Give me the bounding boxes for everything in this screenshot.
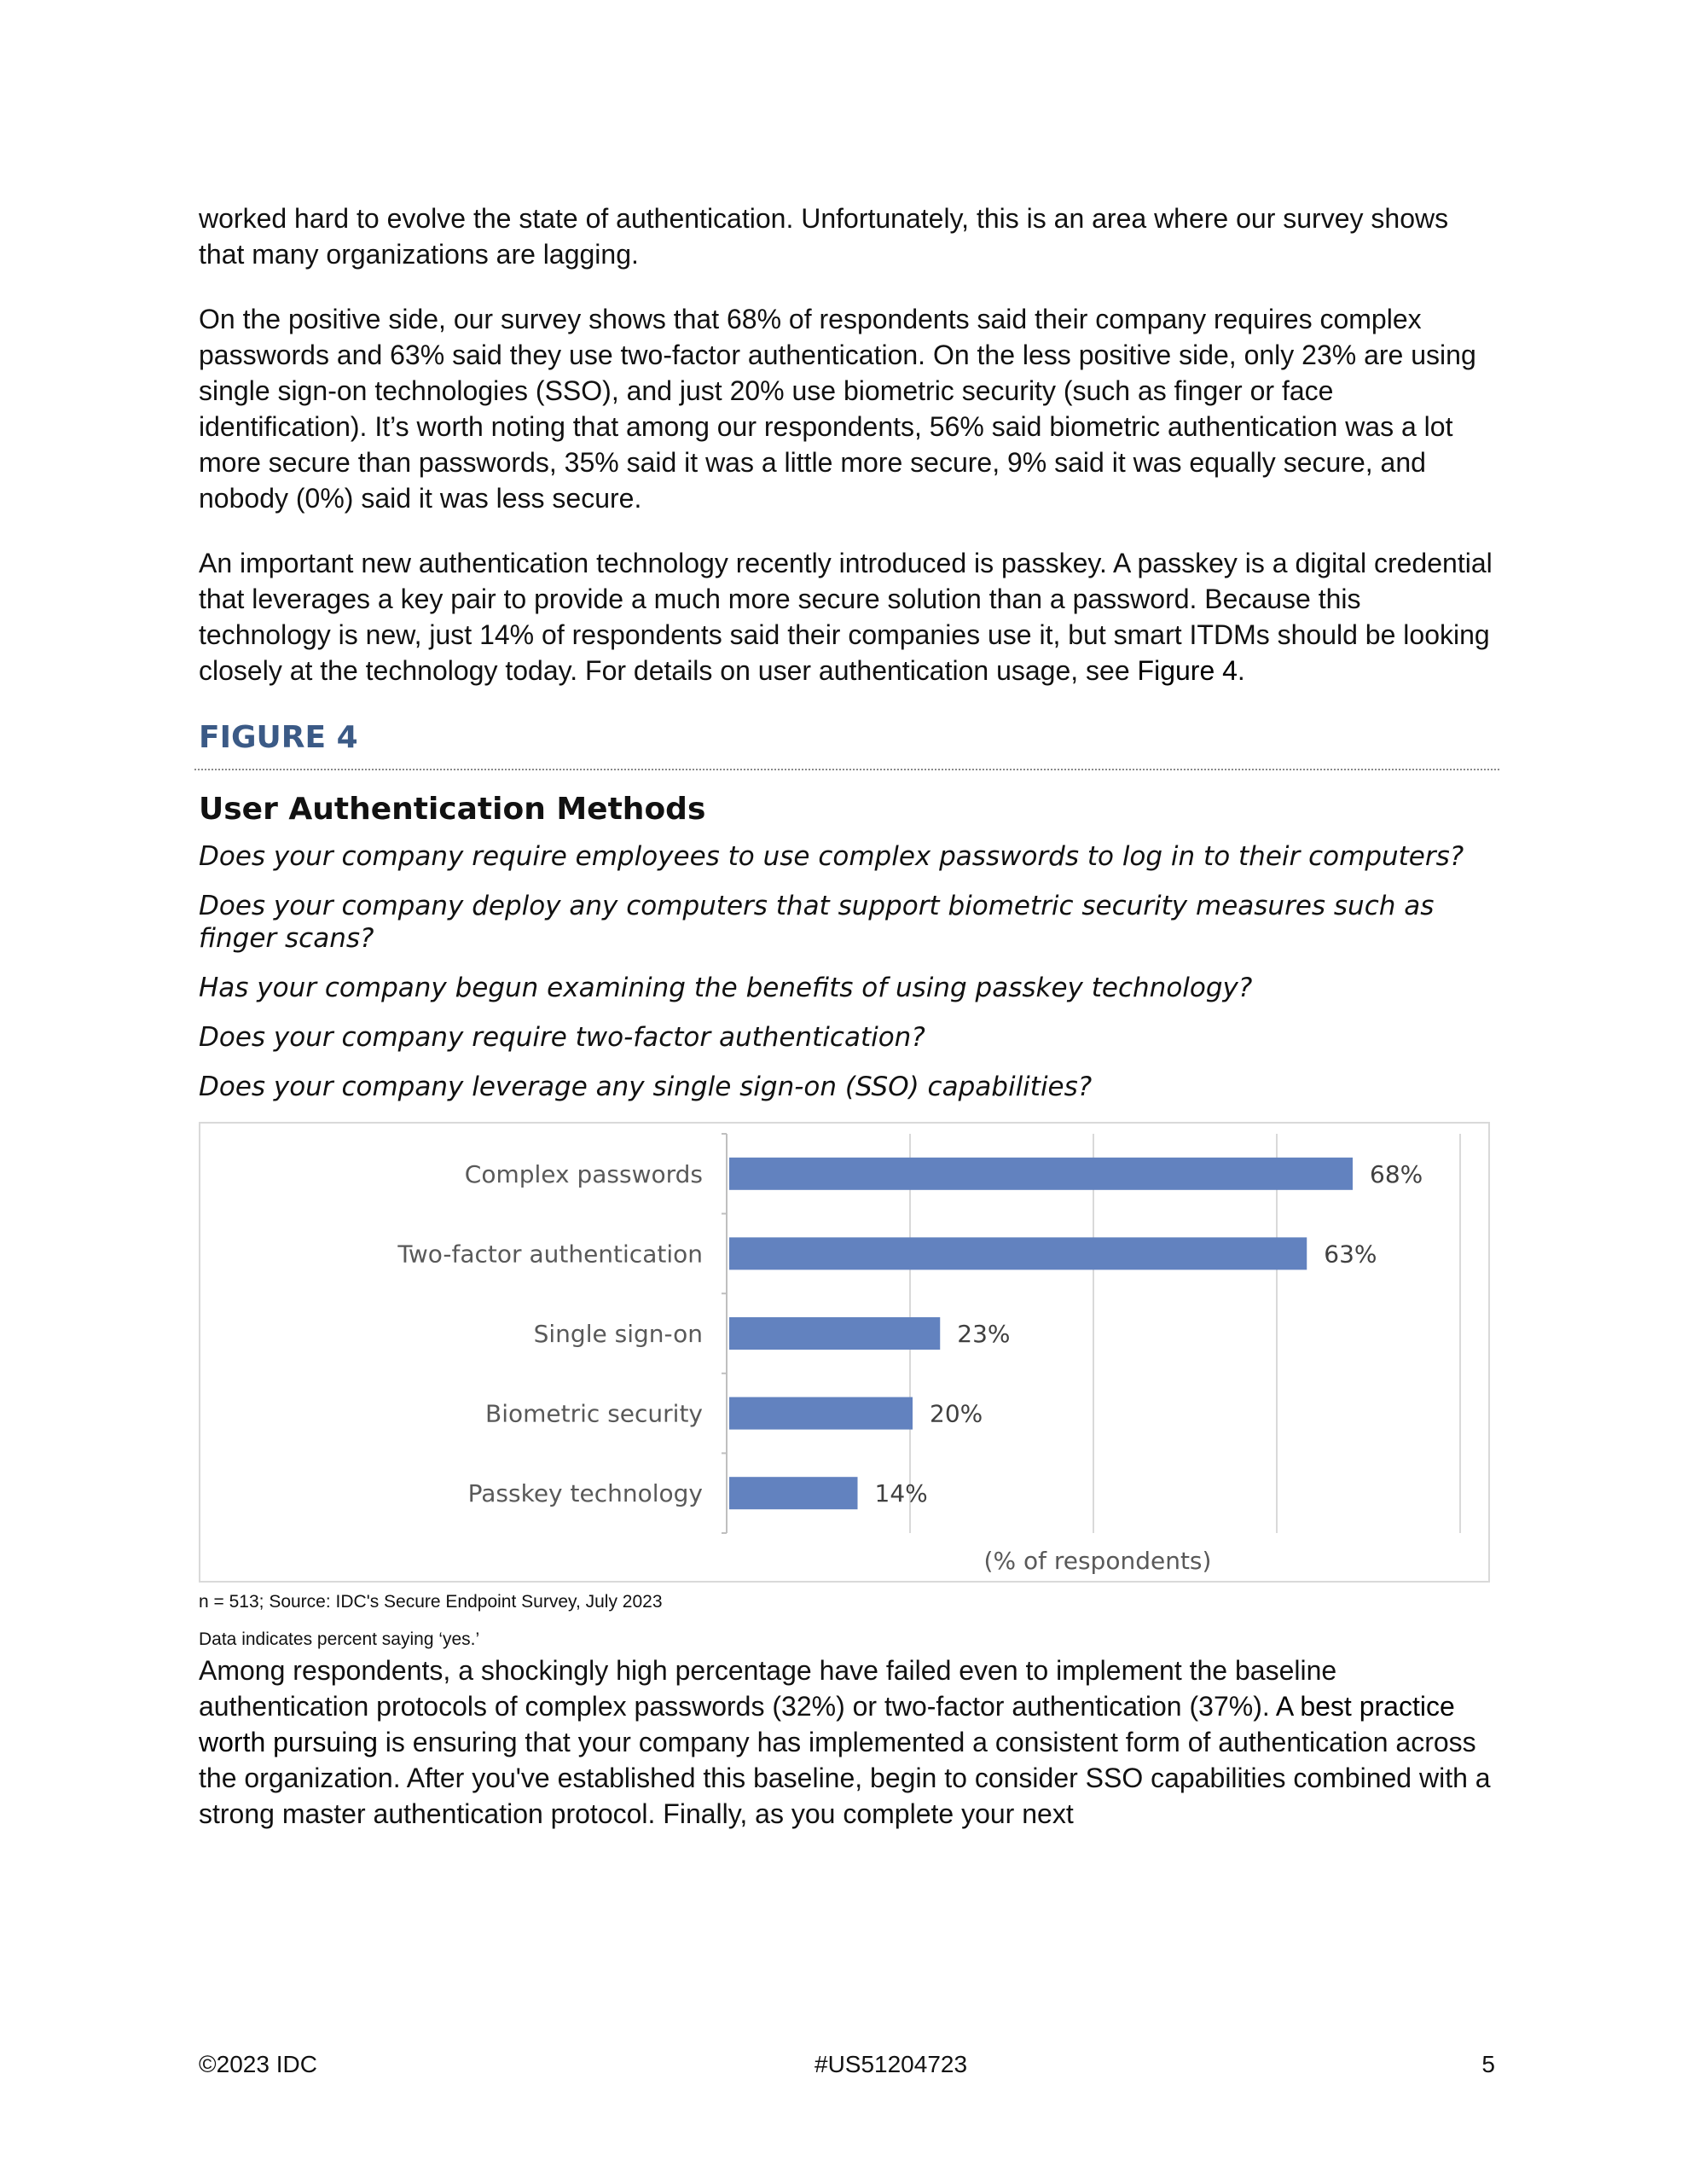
survey-question: Does your company require two-factor authentication?: [199, 1022, 925, 1053]
paragraph-3-text: An important new authentication technology recently introduced is passkey. A passkey is a digital credential that leverages a key pair to provide a much more secure solution than a password. Because this technology is new, just 14% of respondents said their companies use it, but smart ITDMs should be looking closely at the technology today. For details on user authentication usage, see: [199, 548, 1493, 686]
footer-page-number: 5: [1481, 2051, 1495, 2077]
document-page: [199, 200, 1495, 1861]
x-axis-title: (% of respondents): [983, 1547, 1212, 1575]
category-label: Two-factor authentication: [397, 1240, 703, 1269]
figure-source: n = 513; Source: IDC's Secure Endpoint Survey, July 2023: [199, 1592, 663, 1612]
survey-question: Does your company deploy any computers that support biometric security measures such as finger scans?: [199, 891, 1435, 954]
best-practice-link[interactable]: A best practice worth pursuing: [199, 1691, 1455, 1757]
category-label: Biometric security: [485, 1399, 703, 1428]
bar: [729, 1158, 1353, 1190]
paragraph-4-end: is ensuring that your company has implemented a consistent form of authentication across the organization. After you've established this baseline, begin to consider SSO capabilities combined with a strong master authentication protocol. Finally, as you complete your next: [199, 1727, 1491, 1829]
survey-question: Does your company leverage any single sign-on (SSO) capabilities?: [199, 1072, 1093, 1102]
footer-copyright: ©2023 IDC: [199, 2051, 317, 2077]
figure-label: FIGURE 4: [199, 720, 358, 755]
category-label: Complex passwords: [464, 1159, 703, 1188]
value-label: 63%: [1324, 1240, 1377, 1269]
bar: [729, 1237, 1307, 1269]
category-label: Single sign-on: [533, 1320, 703, 1348]
paragraph-2: On the positive side, our survey shows that 68% of respondents said their company requires complex passwords and 63% said they use two-factor authentication. On the less positive side, only 23% are using single sign-on technologies (SSO), and just 20% use biometric security (such as finger or face identification). It’s worth noting that among our respondents, 56% said biometric authentication was a lot more secure than passwords, 35% said it was a little more secure, 9% said it was equally secure, and nobody (0%) said it was less secure.: [199, 304, 1476, 514]
bar-chart-svg: [200, 1124, 1492, 1584]
paragraph-4: [199, 1653, 1495, 1832]
footer-doc-id: #US51204723: [815, 2051, 968, 2077]
value-label: 14%: [874, 1479, 928, 1508]
category-label: Passkey technology: [467, 1479, 703, 1508]
paragraph-1: worked hard to evolve the state of authentication. Unfortunately, this is an area where our survey shows that many organizations are lagging.: [199, 203, 1449, 270]
paragraph-3-end: .: [1237, 655, 1245, 686]
paragraph-3: [199, 545, 1495, 688]
figure-note: Data indicates percent saying ‘yes.’: [199, 1629, 480, 1649]
value-label: 20%: [930, 1399, 983, 1428]
figure-4-link[interactable]: Figure 4: [1137, 655, 1238, 686]
figure-title: User Authentication Methods: [199, 792, 706, 827]
bar: [729, 1477, 858, 1509]
value-label: 23%: [957, 1320, 1011, 1348]
paragraph-4-text: Among respondents, a shockingly high percentage have failed even to implement the baseline authentication protocols of complex passwords (32%) or two-factor authentication (37%).: [199, 1655, 1337, 1722]
value-label: 68%: [1370, 1159, 1423, 1188]
figure-divider: [194, 769, 1499, 770]
bar: [729, 1397, 913, 1430]
bar-chart: [199, 1122, 1490, 1583]
survey-question: Has your company begun examining the benefits of using passkey technology?: [199, 973, 1253, 1003]
bar: [729, 1317, 940, 1350]
survey-question: Does your company require employees to use complex passwords to log in to their computers?: [199, 841, 1464, 872]
